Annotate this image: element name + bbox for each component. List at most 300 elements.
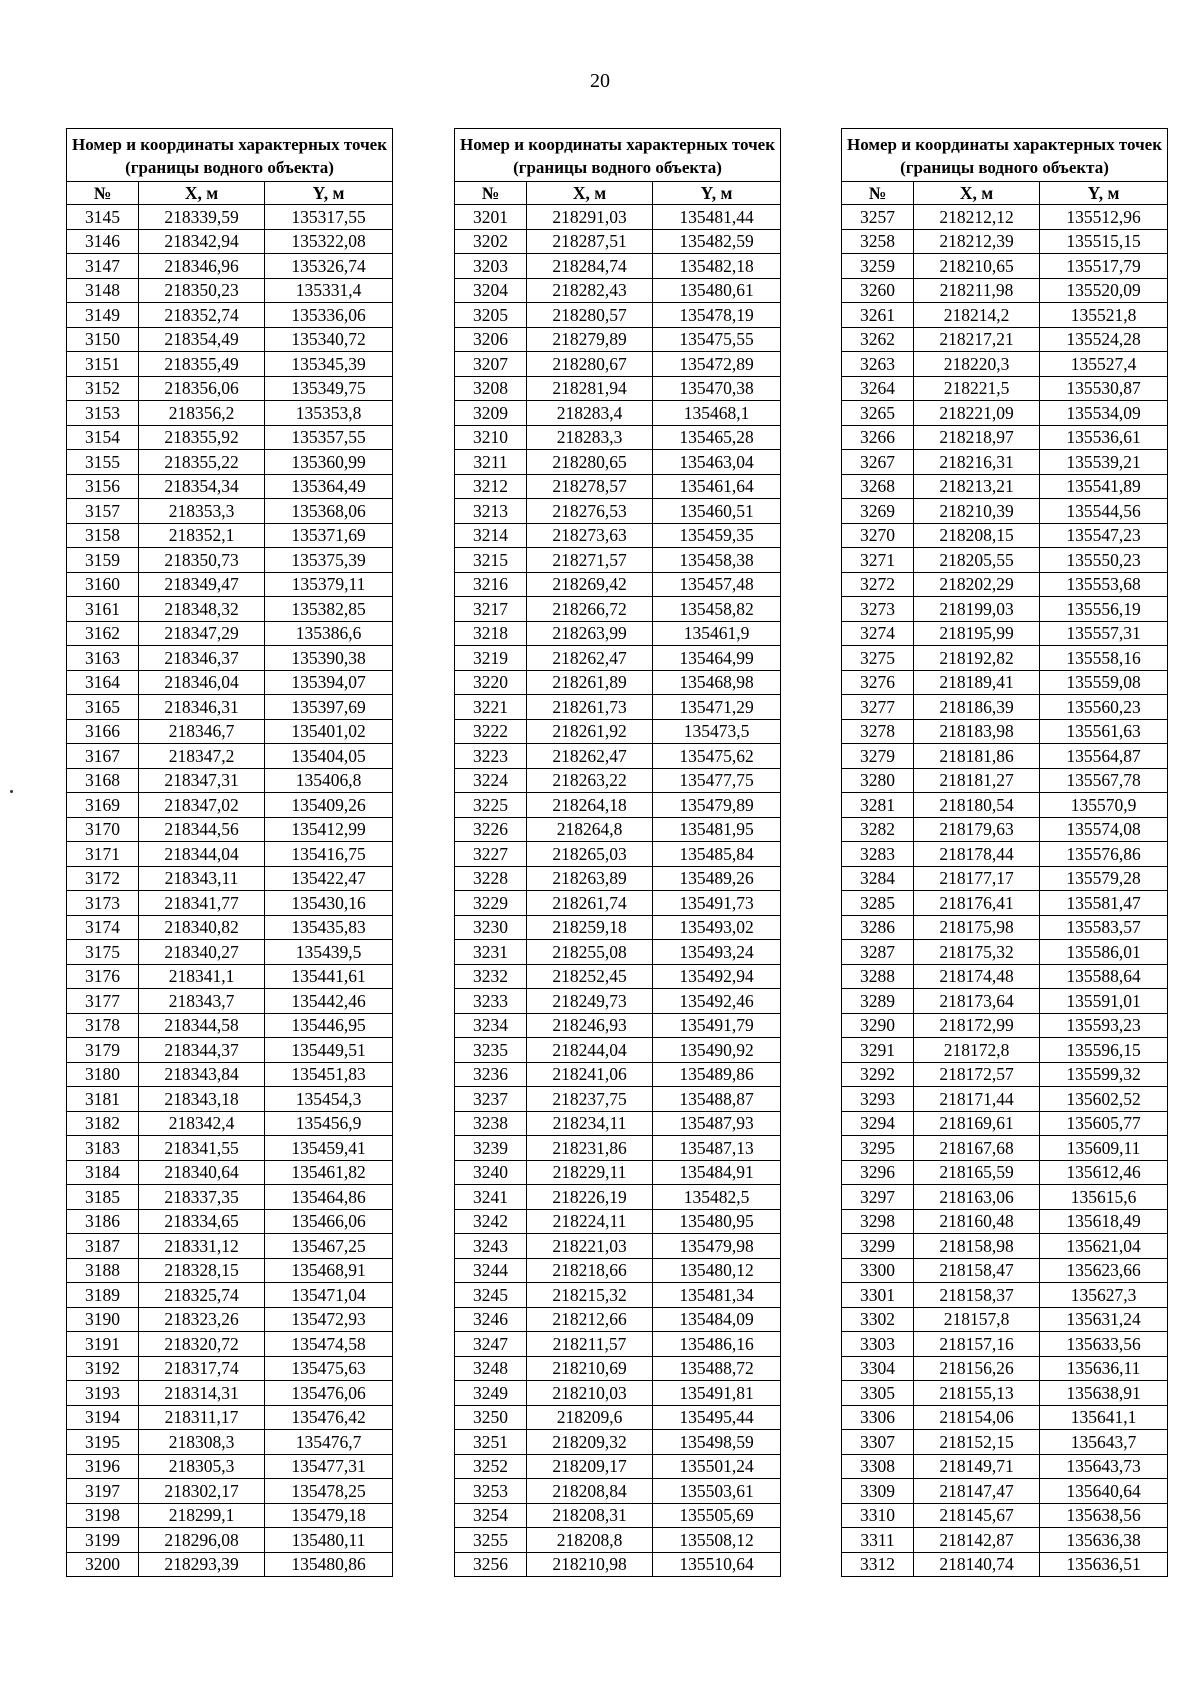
table-row bbox=[842, 1528, 1168, 1553]
coord-y: 135510,64 bbox=[653, 1552, 781, 1577]
coord-x: 218160,48 bbox=[914, 1209, 1040, 1234]
table-row bbox=[67, 327, 393, 352]
table-row bbox=[455, 1307, 781, 1332]
point-number: 3202 bbox=[455, 229, 527, 254]
coord-y: 135406,8 bbox=[265, 768, 393, 793]
coord-x: 218262,47 bbox=[527, 646, 653, 671]
table-row bbox=[455, 915, 781, 940]
coord-x: 218331,12 bbox=[139, 1234, 265, 1259]
point-number: 3203 bbox=[455, 254, 527, 279]
coord-y: 135567,78 bbox=[1040, 768, 1168, 793]
point-number: 3208 bbox=[455, 376, 527, 401]
table-row bbox=[455, 817, 781, 842]
table-row bbox=[67, 1405, 393, 1430]
point-number: 3238 bbox=[455, 1111, 527, 1136]
point-number: 3302 bbox=[842, 1307, 914, 1332]
coord-x: 218155,13 bbox=[914, 1381, 1040, 1406]
coord-y: 135602,52 bbox=[1040, 1087, 1168, 1112]
table-row bbox=[67, 1479, 393, 1504]
table-row bbox=[455, 1013, 781, 1038]
coord-y: 135544,56 bbox=[1040, 499, 1168, 524]
table-row bbox=[842, 572, 1168, 597]
table-header: Номер и координаты характерных точек (границы водного объекта) bbox=[455, 129, 781, 182]
point-number: 3290 bbox=[842, 1013, 914, 1038]
coord-x: 218271,57 bbox=[527, 548, 653, 573]
point-number: 3268 bbox=[842, 474, 914, 499]
table-row bbox=[67, 425, 393, 450]
point-number: 3230 bbox=[455, 915, 527, 940]
coord-y: 135430,16 bbox=[265, 891, 393, 916]
table-row bbox=[842, 1185, 1168, 1210]
table-row bbox=[455, 254, 781, 279]
table-row bbox=[67, 891, 393, 916]
point-number: 3281 bbox=[842, 793, 914, 818]
coord-x: 218179,63 bbox=[914, 817, 1040, 842]
table-row bbox=[455, 1430, 781, 1455]
coord-x: 218266,72 bbox=[527, 597, 653, 622]
coord-y: 135466,06 bbox=[265, 1209, 393, 1234]
coord-x: 218280,67 bbox=[527, 352, 653, 377]
coord-x: 218177,17 bbox=[914, 866, 1040, 891]
coord-y: 135631,24 bbox=[1040, 1307, 1168, 1332]
coord-y: 135596,15 bbox=[1040, 1038, 1168, 1063]
point-number: 3216 bbox=[455, 572, 527, 597]
point-number: 3170 bbox=[67, 817, 139, 842]
table-row bbox=[67, 229, 393, 254]
coord-x: 218215,32 bbox=[527, 1283, 653, 1308]
table-row bbox=[67, 1038, 393, 1063]
point-number: 3179 bbox=[67, 1038, 139, 1063]
coord-y: 135561,63 bbox=[1040, 719, 1168, 744]
point-number: 3220 bbox=[455, 670, 527, 695]
coord-x: 218343,84 bbox=[139, 1062, 265, 1087]
coord-y: 135588,64 bbox=[1040, 964, 1168, 989]
coord-y: 135464,86 bbox=[265, 1185, 393, 1210]
coord-y: 135412,99 bbox=[265, 817, 393, 842]
coord-x: 218208,31 bbox=[527, 1503, 653, 1528]
coord-x: 218346,96 bbox=[139, 254, 265, 279]
table-row bbox=[842, 1503, 1168, 1528]
coord-y: 135557,31 bbox=[1040, 621, 1168, 646]
column-header-y: Y, м bbox=[653, 182, 781, 205]
point-number: 3225 bbox=[455, 793, 527, 818]
coord-x: 218350,23 bbox=[139, 278, 265, 303]
coord-y: 135470,38 bbox=[653, 376, 781, 401]
coord-x: 218343,18 bbox=[139, 1087, 265, 1112]
table-row bbox=[67, 866, 393, 891]
coord-x: 218209,17 bbox=[527, 1454, 653, 1479]
point-number: 3236 bbox=[455, 1062, 527, 1087]
point-number: 3214 bbox=[455, 523, 527, 548]
table-row bbox=[842, 352, 1168, 377]
coord-y: 135460,51 bbox=[653, 499, 781, 524]
coord-y: 135636,38 bbox=[1040, 1528, 1168, 1553]
point-number: 3237 bbox=[455, 1087, 527, 1112]
point-number: 3185 bbox=[67, 1185, 139, 1210]
coord-x: 218262,47 bbox=[527, 744, 653, 769]
coord-x: 218261,74 bbox=[527, 891, 653, 916]
point-number: 3210 bbox=[455, 425, 527, 450]
coord-y: 135481,34 bbox=[653, 1283, 781, 1308]
coord-x: 218355,22 bbox=[139, 450, 265, 475]
point-number: 3234 bbox=[455, 1013, 527, 1038]
point-number: 3283 bbox=[842, 842, 914, 867]
coord-y: 135317,55 bbox=[265, 205, 393, 230]
point-number: 3288 bbox=[842, 964, 914, 989]
point-number: 3182 bbox=[67, 1111, 139, 1136]
table-row bbox=[842, 646, 1168, 671]
table-row bbox=[842, 1405, 1168, 1430]
table-row bbox=[842, 1234, 1168, 1259]
table-row bbox=[455, 327, 781, 352]
coord-x: 218325,74 bbox=[139, 1283, 265, 1308]
coord-x: 218263,89 bbox=[527, 866, 653, 891]
point-number: 3301 bbox=[842, 1283, 914, 1308]
coord-y: 135643,73 bbox=[1040, 1454, 1168, 1479]
coord-y: 135524,28 bbox=[1040, 327, 1168, 352]
column-header-y: Y, м bbox=[265, 182, 393, 205]
point-number: 3242 bbox=[455, 1209, 527, 1234]
coord-x: 218212,12 bbox=[914, 205, 1040, 230]
coord-y: 135465,28 bbox=[653, 425, 781, 450]
coord-x: 218291,03 bbox=[527, 205, 653, 230]
coord-y: 135322,08 bbox=[265, 229, 393, 254]
coord-x: 218341,77 bbox=[139, 891, 265, 916]
coord-x: 218282,43 bbox=[527, 278, 653, 303]
coord-y: 135475,62 bbox=[653, 744, 781, 769]
coord-y: 135489,26 bbox=[653, 866, 781, 891]
coord-x: 218181,86 bbox=[914, 744, 1040, 769]
coord-y: 135480,95 bbox=[653, 1209, 781, 1234]
coord-x: 218172,8 bbox=[914, 1038, 1040, 1063]
point-number: 3272 bbox=[842, 572, 914, 597]
coord-x: 218178,44 bbox=[914, 842, 1040, 867]
coord-x: 218157,8 bbox=[914, 1307, 1040, 1332]
table-row bbox=[842, 327, 1168, 352]
coord-x: 218281,94 bbox=[527, 376, 653, 401]
table-row bbox=[455, 1356, 781, 1381]
point-number: 3147 bbox=[67, 254, 139, 279]
table-row bbox=[842, 229, 1168, 254]
table-row bbox=[842, 915, 1168, 940]
table-row bbox=[842, 1356, 1168, 1381]
coord-y: 135493,02 bbox=[653, 915, 781, 940]
point-number: 3192 bbox=[67, 1356, 139, 1381]
point-number: 3310 bbox=[842, 1503, 914, 1528]
coord-x: 218280,65 bbox=[527, 450, 653, 475]
point-number: 3205 bbox=[455, 303, 527, 328]
coord-y: 135559,08 bbox=[1040, 670, 1168, 695]
coord-y: 135476,7 bbox=[265, 1430, 393, 1455]
coord-y: 135471,29 bbox=[653, 695, 781, 720]
coord-x: 218353,3 bbox=[139, 499, 265, 524]
coord-x: 218255,08 bbox=[527, 940, 653, 965]
coord-y: 135638,56 bbox=[1040, 1503, 1168, 1528]
point-number: 3161 bbox=[67, 597, 139, 622]
point-number: 3156 bbox=[67, 474, 139, 499]
coord-x: 218231,86 bbox=[527, 1136, 653, 1161]
point-number: 3278 bbox=[842, 719, 914, 744]
table-row bbox=[455, 989, 781, 1014]
point-number: 3227 bbox=[455, 842, 527, 867]
coord-x: 218347,29 bbox=[139, 621, 265, 646]
coord-x: 218220,3 bbox=[914, 352, 1040, 377]
coord-x: 218346,37 bbox=[139, 646, 265, 671]
coord-y: 135492,46 bbox=[653, 989, 781, 1014]
point-number: 3152 bbox=[67, 376, 139, 401]
point-number: 3245 bbox=[455, 1283, 527, 1308]
coord-x: 218173,64 bbox=[914, 989, 1040, 1014]
coord-y: 135463,04 bbox=[653, 450, 781, 475]
coord-x: 218269,42 bbox=[527, 572, 653, 597]
coord-x: 218246,93 bbox=[527, 1013, 653, 1038]
coord-x: 218328,15 bbox=[139, 1258, 265, 1283]
point-number: 3299 bbox=[842, 1234, 914, 1259]
coord-y: 135623,66 bbox=[1040, 1258, 1168, 1283]
coord-y: 135379,11 bbox=[265, 572, 393, 597]
table-row bbox=[455, 1160, 781, 1185]
coord-y: 135605,77 bbox=[1040, 1111, 1168, 1136]
table-row bbox=[455, 793, 781, 818]
point-number: 3251 bbox=[455, 1430, 527, 1455]
table-row bbox=[455, 1528, 781, 1553]
coord-x: 218308,3 bbox=[139, 1430, 265, 1455]
table-row bbox=[455, 1405, 781, 1430]
point-number: 3246 bbox=[455, 1307, 527, 1332]
coord-y: 135476,42 bbox=[265, 1405, 393, 1430]
table-row bbox=[842, 401, 1168, 426]
coord-x: 218174,48 bbox=[914, 964, 1040, 989]
point-number: 3204 bbox=[455, 278, 527, 303]
coord-y: 135530,87 bbox=[1040, 376, 1168, 401]
table-row bbox=[67, 1234, 393, 1259]
coord-x: 218209,32 bbox=[527, 1430, 653, 1455]
coord-x: 218165,59 bbox=[914, 1160, 1040, 1185]
table-row bbox=[842, 1062, 1168, 1087]
point-number: 3231 bbox=[455, 940, 527, 965]
point-number: 3274 bbox=[842, 621, 914, 646]
point-number: 3154 bbox=[67, 425, 139, 450]
coord-y: 135599,32 bbox=[1040, 1062, 1168, 1087]
table-row bbox=[67, 1209, 393, 1234]
point-number: 3221 bbox=[455, 695, 527, 720]
coord-x: 218145,67 bbox=[914, 1503, 1040, 1528]
coord-x: 218211,57 bbox=[527, 1332, 653, 1357]
coord-x: 218317,74 bbox=[139, 1356, 265, 1381]
table-row bbox=[455, 695, 781, 720]
coord-x: 218261,73 bbox=[527, 695, 653, 720]
table-row bbox=[455, 866, 781, 891]
table-row bbox=[842, 621, 1168, 646]
coord-x: 218299,1 bbox=[139, 1503, 265, 1528]
point-number: 3259 bbox=[842, 254, 914, 279]
coord-y: 135464,99 bbox=[653, 646, 781, 671]
point-number: 3240 bbox=[455, 1160, 527, 1185]
table-row bbox=[455, 891, 781, 916]
coord-x: 218149,71 bbox=[914, 1454, 1040, 1479]
table-row bbox=[455, 499, 781, 524]
table-body bbox=[67, 205, 393, 1577]
coord-y: 135480,11 bbox=[265, 1528, 393, 1553]
point-number: 3200 bbox=[67, 1552, 139, 1577]
table-row bbox=[455, 1381, 781, 1406]
table-row bbox=[455, 719, 781, 744]
table-row bbox=[67, 1160, 393, 1185]
table-row bbox=[455, 597, 781, 622]
point-number: 3294 bbox=[842, 1111, 914, 1136]
coord-y: 135390,38 bbox=[265, 646, 393, 671]
point-number: 3263 bbox=[842, 352, 914, 377]
table-row bbox=[455, 278, 781, 303]
table-row bbox=[67, 572, 393, 597]
coord-x: 218195,99 bbox=[914, 621, 1040, 646]
table-row bbox=[455, 768, 781, 793]
coord-y: 135512,96 bbox=[1040, 205, 1168, 230]
table-row bbox=[67, 1528, 393, 1553]
table-row bbox=[842, 474, 1168, 499]
coord-y: 135579,28 bbox=[1040, 866, 1168, 891]
table-row bbox=[455, 621, 781, 646]
point-number: 3255 bbox=[455, 1528, 527, 1553]
coord-x: 218142,87 bbox=[914, 1528, 1040, 1553]
coordinates-table-1 bbox=[66, 128, 393, 1577]
coord-x: 218181,27 bbox=[914, 768, 1040, 793]
point-number: 3196 bbox=[67, 1454, 139, 1479]
coord-y: 135360,99 bbox=[265, 450, 393, 475]
point-number: 3149 bbox=[67, 303, 139, 328]
point-number: 3239 bbox=[455, 1136, 527, 1161]
coord-x: 218224,11 bbox=[527, 1209, 653, 1234]
coord-y: 135636,11 bbox=[1040, 1356, 1168, 1381]
point-number: 3280 bbox=[842, 768, 914, 793]
coord-x: 218280,57 bbox=[527, 303, 653, 328]
coord-y: 135474,58 bbox=[265, 1332, 393, 1357]
point-number: 3275 bbox=[842, 646, 914, 671]
coord-x: 218283,4 bbox=[527, 401, 653, 426]
table-row bbox=[842, 719, 1168, 744]
point-number: 3271 bbox=[842, 548, 914, 573]
coord-y: 135439,5 bbox=[265, 940, 393, 965]
table-row bbox=[67, 254, 393, 279]
table-row bbox=[67, 1332, 393, 1357]
point-number: 3151 bbox=[67, 352, 139, 377]
coord-x: 218273,63 bbox=[527, 523, 653, 548]
coord-y: 135482,5 bbox=[653, 1185, 781, 1210]
coord-x: 218175,98 bbox=[914, 915, 1040, 940]
coord-y: 135401,02 bbox=[265, 719, 393, 744]
table-row bbox=[67, 719, 393, 744]
point-number: 3298 bbox=[842, 1209, 914, 1234]
coord-y: 135482,59 bbox=[653, 229, 781, 254]
coord-y: 135576,86 bbox=[1040, 842, 1168, 867]
table-row bbox=[455, 670, 781, 695]
coord-x: 218229,11 bbox=[527, 1160, 653, 1185]
table-row bbox=[842, 1038, 1168, 1063]
coord-x: 218311,17 bbox=[139, 1405, 265, 1430]
coord-x: 218221,5 bbox=[914, 376, 1040, 401]
point-number: 3267 bbox=[842, 450, 914, 475]
table-row bbox=[67, 548, 393, 573]
coord-x: 218244,04 bbox=[527, 1038, 653, 1063]
coord-x: 218346,31 bbox=[139, 695, 265, 720]
coord-y: 135581,47 bbox=[1040, 891, 1168, 916]
coord-y: 135459,41 bbox=[265, 1136, 393, 1161]
coord-y: 135487,93 bbox=[653, 1111, 781, 1136]
coord-y: 135478,19 bbox=[653, 303, 781, 328]
coord-y: 135485,84 bbox=[653, 842, 781, 867]
coord-y: 135489,86 bbox=[653, 1062, 781, 1087]
coord-x: 218212,66 bbox=[527, 1307, 653, 1332]
table-row bbox=[842, 1381, 1168, 1406]
coord-y: 135534,09 bbox=[1040, 401, 1168, 426]
table-row bbox=[455, 376, 781, 401]
coord-y: 135480,86 bbox=[265, 1552, 393, 1577]
point-number: 3178 bbox=[67, 1013, 139, 1038]
coord-y: 135591,01 bbox=[1040, 989, 1168, 1014]
point-number: 3224 bbox=[455, 768, 527, 793]
coord-x: 218205,55 bbox=[914, 548, 1040, 573]
coord-x: 218158,37 bbox=[914, 1283, 1040, 1308]
table-row bbox=[842, 1332, 1168, 1357]
coord-y: 135461,9 bbox=[653, 621, 781, 646]
table-row bbox=[842, 744, 1168, 769]
point-number: 3184 bbox=[67, 1160, 139, 1185]
coord-y: 135484,91 bbox=[653, 1160, 781, 1185]
coord-x: 218210,03 bbox=[527, 1381, 653, 1406]
table-row bbox=[842, 1136, 1168, 1161]
coord-x: 218241,06 bbox=[527, 1062, 653, 1087]
point-number: 3249 bbox=[455, 1381, 527, 1406]
coord-y: 135486,16 bbox=[653, 1332, 781, 1357]
point-number: 3311 bbox=[842, 1528, 914, 1553]
coord-y: 135336,06 bbox=[265, 303, 393, 328]
table-row bbox=[67, 352, 393, 377]
coord-x: 218202,29 bbox=[914, 572, 1040, 597]
table-row bbox=[67, 989, 393, 1014]
coord-x: 218252,45 bbox=[527, 964, 653, 989]
coord-y: 135491,81 bbox=[653, 1381, 781, 1406]
coord-y: 135487,13 bbox=[653, 1136, 781, 1161]
table-body bbox=[842, 205, 1168, 1577]
point-number: 3175 bbox=[67, 940, 139, 965]
table-row bbox=[67, 817, 393, 842]
table-row bbox=[455, 1185, 781, 1210]
point-number: 3276 bbox=[842, 670, 914, 695]
coord-x: 218283,3 bbox=[527, 425, 653, 450]
table-row bbox=[67, 1283, 393, 1308]
point-number: 3293 bbox=[842, 1087, 914, 1112]
table-row bbox=[842, 1479, 1168, 1504]
coord-y: 135503,61 bbox=[653, 1479, 781, 1504]
table-row bbox=[455, 523, 781, 548]
table-row bbox=[842, 254, 1168, 279]
table-row bbox=[67, 1258, 393, 1283]
table-row bbox=[455, 964, 781, 989]
coord-y: 135353,8 bbox=[265, 401, 393, 426]
coord-x: 218237,75 bbox=[527, 1087, 653, 1112]
point-number: 3296 bbox=[842, 1160, 914, 1185]
point-number: 3228 bbox=[455, 866, 527, 891]
coord-y: 135627,3 bbox=[1040, 1283, 1168, 1308]
table-row bbox=[67, 670, 393, 695]
coord-y: 135461,82 bbox=[265, 1160, 393, 1185]
point-number: 3229 bbox=[455, 891, 527, 916]
coord-y: 135609,11 bbox=[1040, 1136, 1168, 1161]
table-row bbox=[455, 1479, 781, 1504]
point-number: 3262 bbox=[842, 327, 914, 352]
table-row bbox=[455, 1111, 781, 1136]
coord-y: 135501,24 bbox=[653, 1454, 781, 1479]
